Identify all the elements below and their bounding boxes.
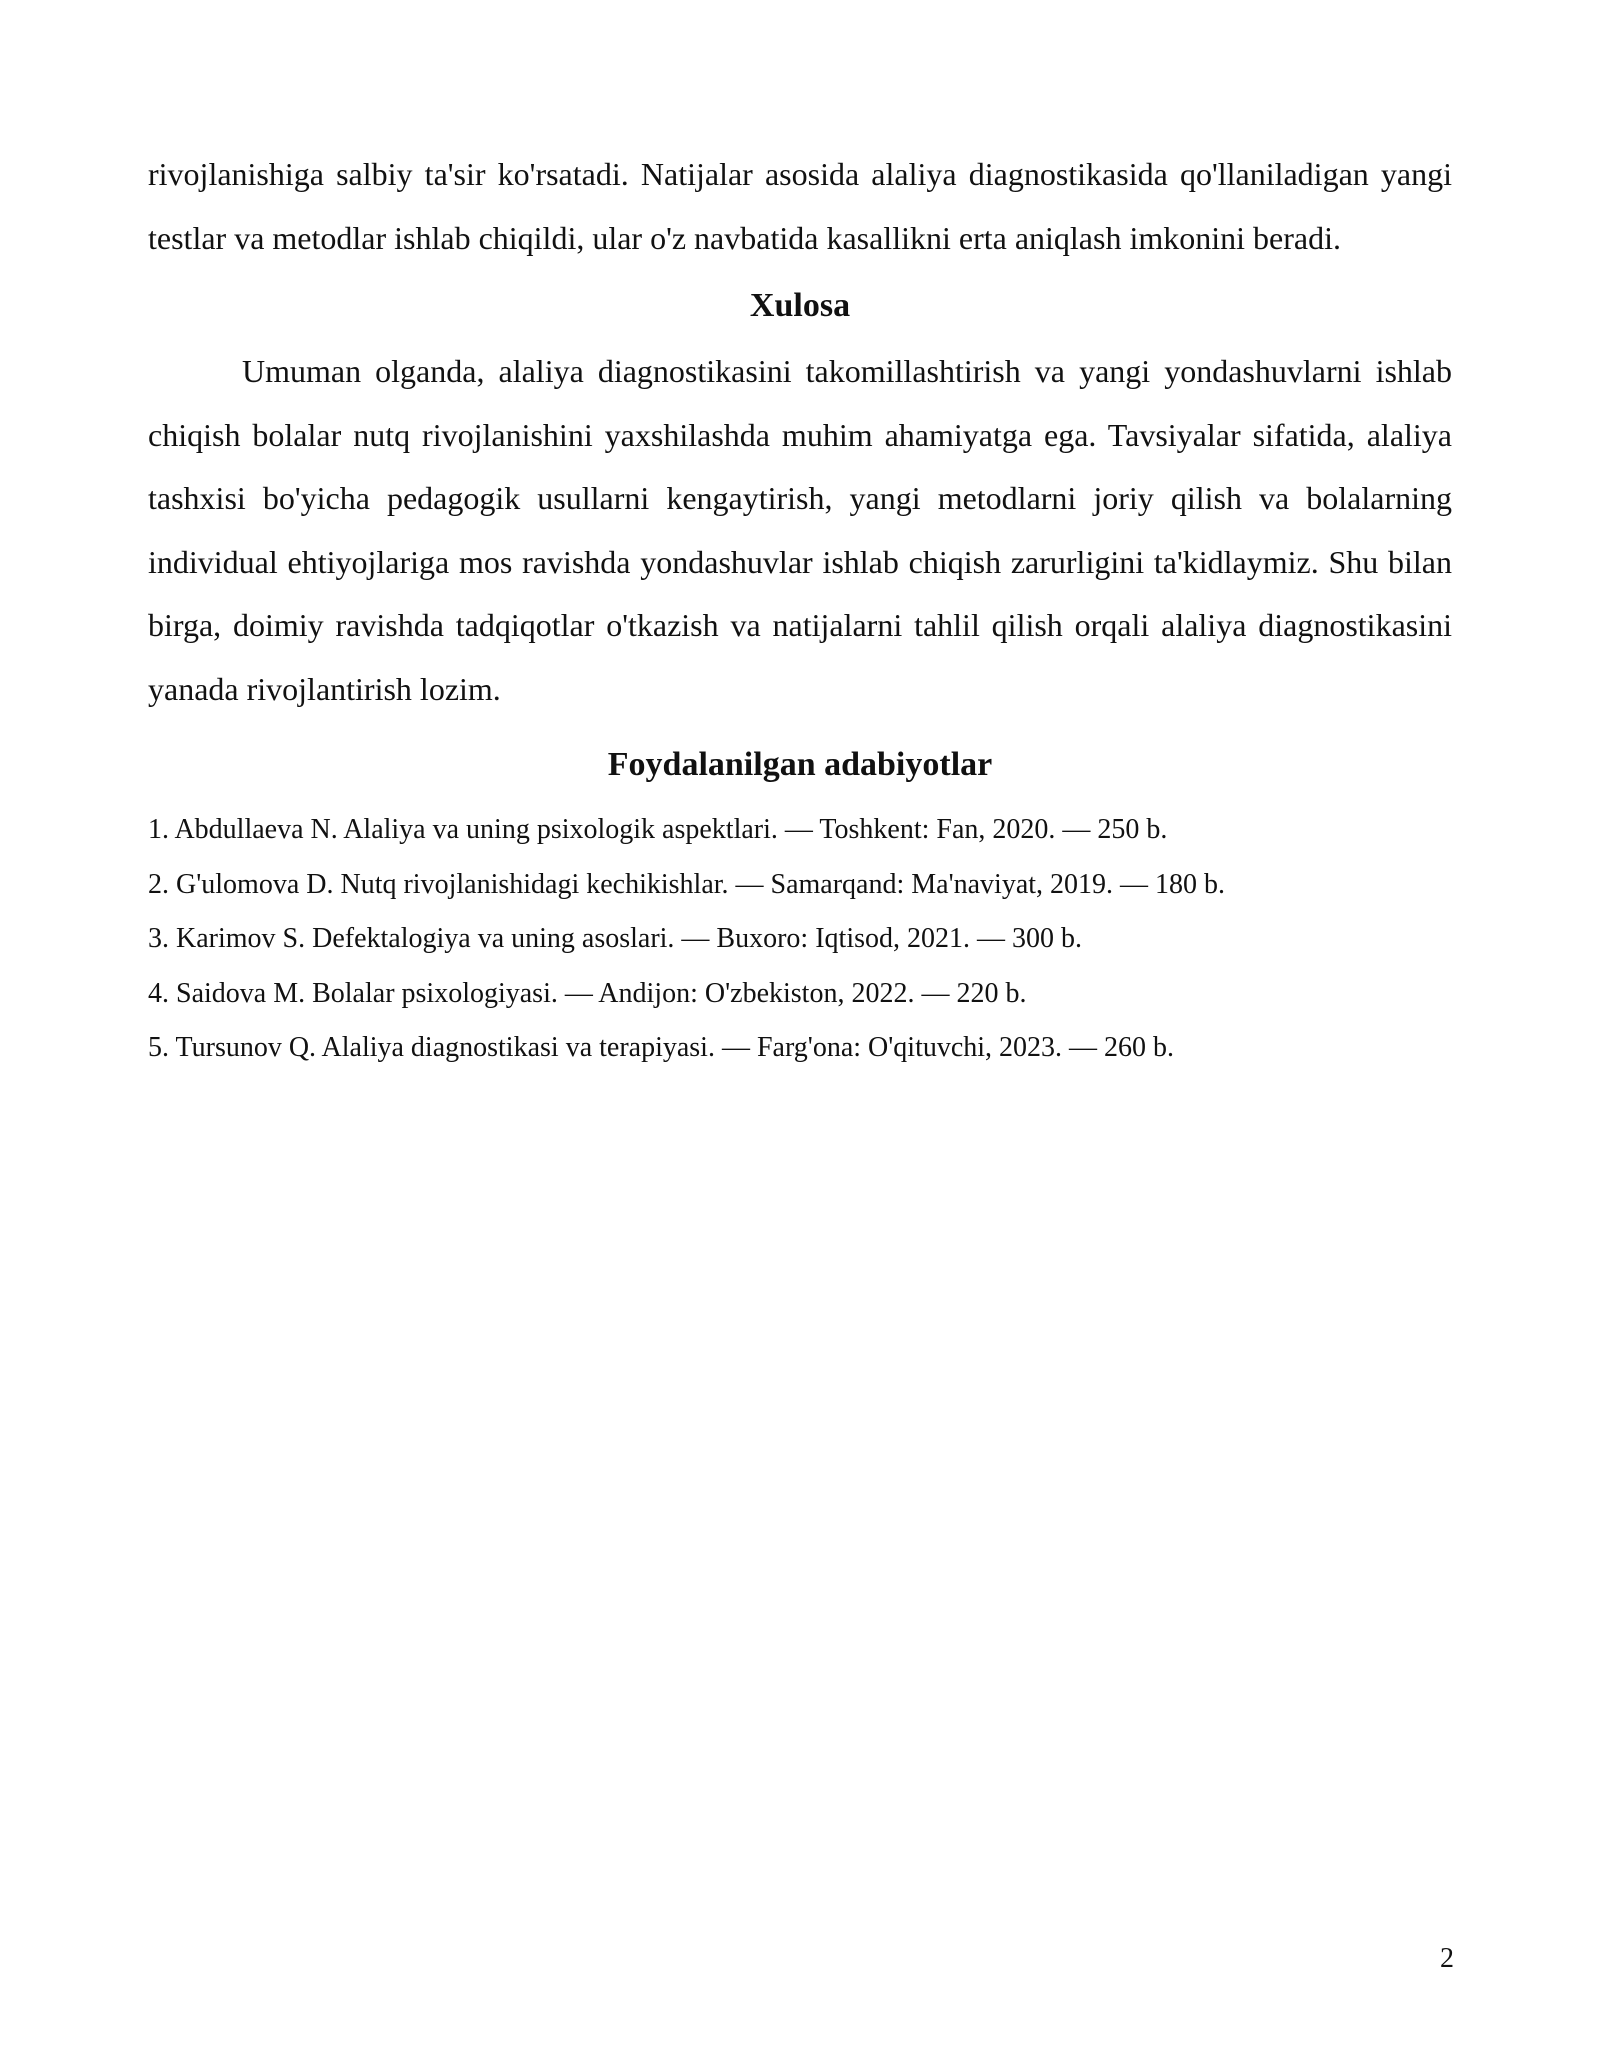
references-list [148, 803, 1452, 1076]
page-number: 2 [1440, 1943, 1454, 1974]
reference-item: 3. Karimov S. Defektalogiya va uning asoslari. — Buxoro: Iqtisod, 2021. — 300 b. [148, 923, 1082, 954]
reference-item: 2. G'ulomova D. Nutq rivojlanishidagi kechikishlar. — Samarqand: Ma'naviyat, 2019. — 180 b. [148, 868, 1226, 900]
reference-item: 1. Abdullaeva N. Alaliya va uning psixologik aspektlari. — Toshkent: Fan, 2020. — 250 b. [148, 814, 1168, 845]
reference-item: 4. Saidova M. Bolalar psixologiyasi. — Andijon: O'zbekiston, 2022. — 220 b. [148, 977, 1027, 1009]
reference-item: 5. Tursunov Q. Alaliya diagnostikasi va terapiyasi. — Farg'ona: O'qituvchi, 2023. — 260 b. [148, 1032, 1175, 1063]
conclusion-heading: Xulosa [749, 287, 851, 324]
intro-paragraph: rivojlanishiga salbiy ta'sir ko'rsatadi. Natijalar asosida alaliya diagnostikasida qo'llaniladigan yangi testlar va metodlar ishlab chiqildi, ular o'z navbatida kasallikni erta aniqlash imkonini beradi. [148, 156, 1452, 256]
references-heading: Foydalanilgan adabiyotlar [607, 746, 993, 783]
page-content [148, 143, 1452, 1076]
conclusion-paragraph: Umuman olganda, alaliya diagnostikasini takomillashtirish va yangi yondashuvlarni ishlab chiqish bolalar nutq rivojlanishini yaxshilashda muhim ahamiyatga ega. Tavsiyalar sifatida, alaliya tashxisi bo'yicha pedagogik usullarni kengaytirish, yangi metodlarni joriy qilish va bolalarning individual ehtiyojlariga mos ravishda yondashuvlar ishlab chiqish zarurligini ta'kidlaymiz. Shu bilan birga, doimiy ravishda tadqiqotlar o'tkazish va natijalarni tahlil qilish orqali alaliya diagnostikasini yanada rivojlantirish lozim. [148, 353, 1452, 707]
